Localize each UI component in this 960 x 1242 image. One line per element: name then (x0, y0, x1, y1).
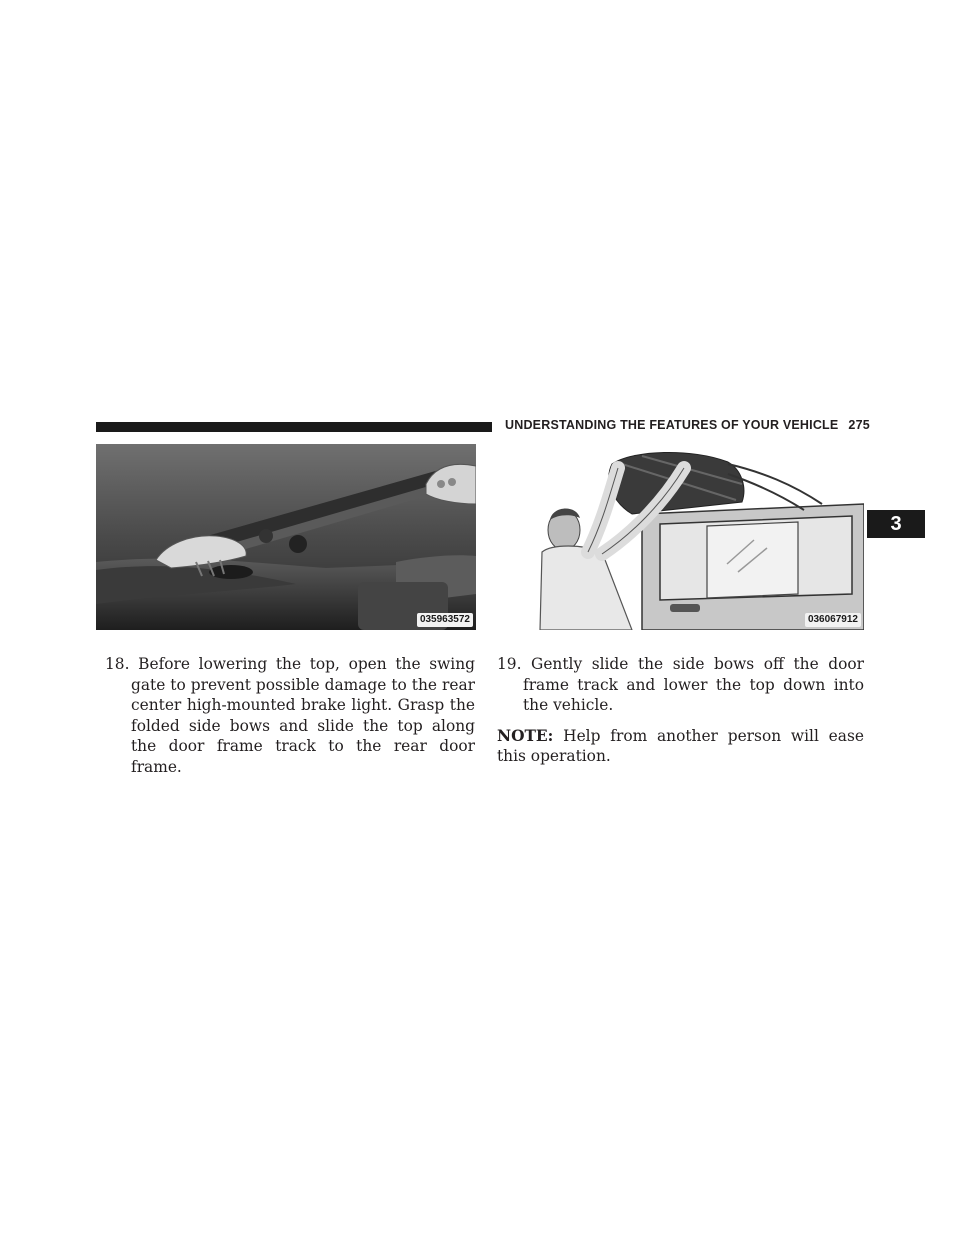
figure-code: 036067912 (805, 613, 861, 627)
note-text: Help from another person will ease this operation. (497, 726, 864, 766)
step-number: 18. (105, 655, 130, 673)
chapter-tab: 3 (867, 510, 925, 538)
figure-code: 035963572 (417, 613, 473, 627)
lower-top-illustration (492, 444, 864, 630)
right-column (497, 654, 864, 767)
section-title: UNDERSTANDING THE FEATURES OF YOUR VEHICLE (505, 418, 839, 432)
side-bows-illustration (96, 444, 476, 630)
step-19 (497, 654, 864, 716)
step-text: Gently slide the side bows off the door frame track and lower the top down into the vehicle. (523, 655, 864, 715)
note-label: NOTE: (497, 726, 554, 745)
note (497, 726, 864, 767)
step-18 (105, 654, 475, 778)
running-header (505, 418, 870, 432)
figure-lower-top (492, 444, 864, 630)
left-column (105, 654, 475, 778)
page-number: 275 (848, 418, 870, 432)
figure-side-bows (96, 444, 476, 630)
step-number: 19. (497, 655, 522, 673)
header-rule (96, 422, 492, 432)
step-text: Before lowering the top, open the swing gate to prevent possible damage to the rear center high-mounted brake light. Grasp the folded side bows and slide the top along the door frame track to the rear door frame. (131, 655, 475, 776)
